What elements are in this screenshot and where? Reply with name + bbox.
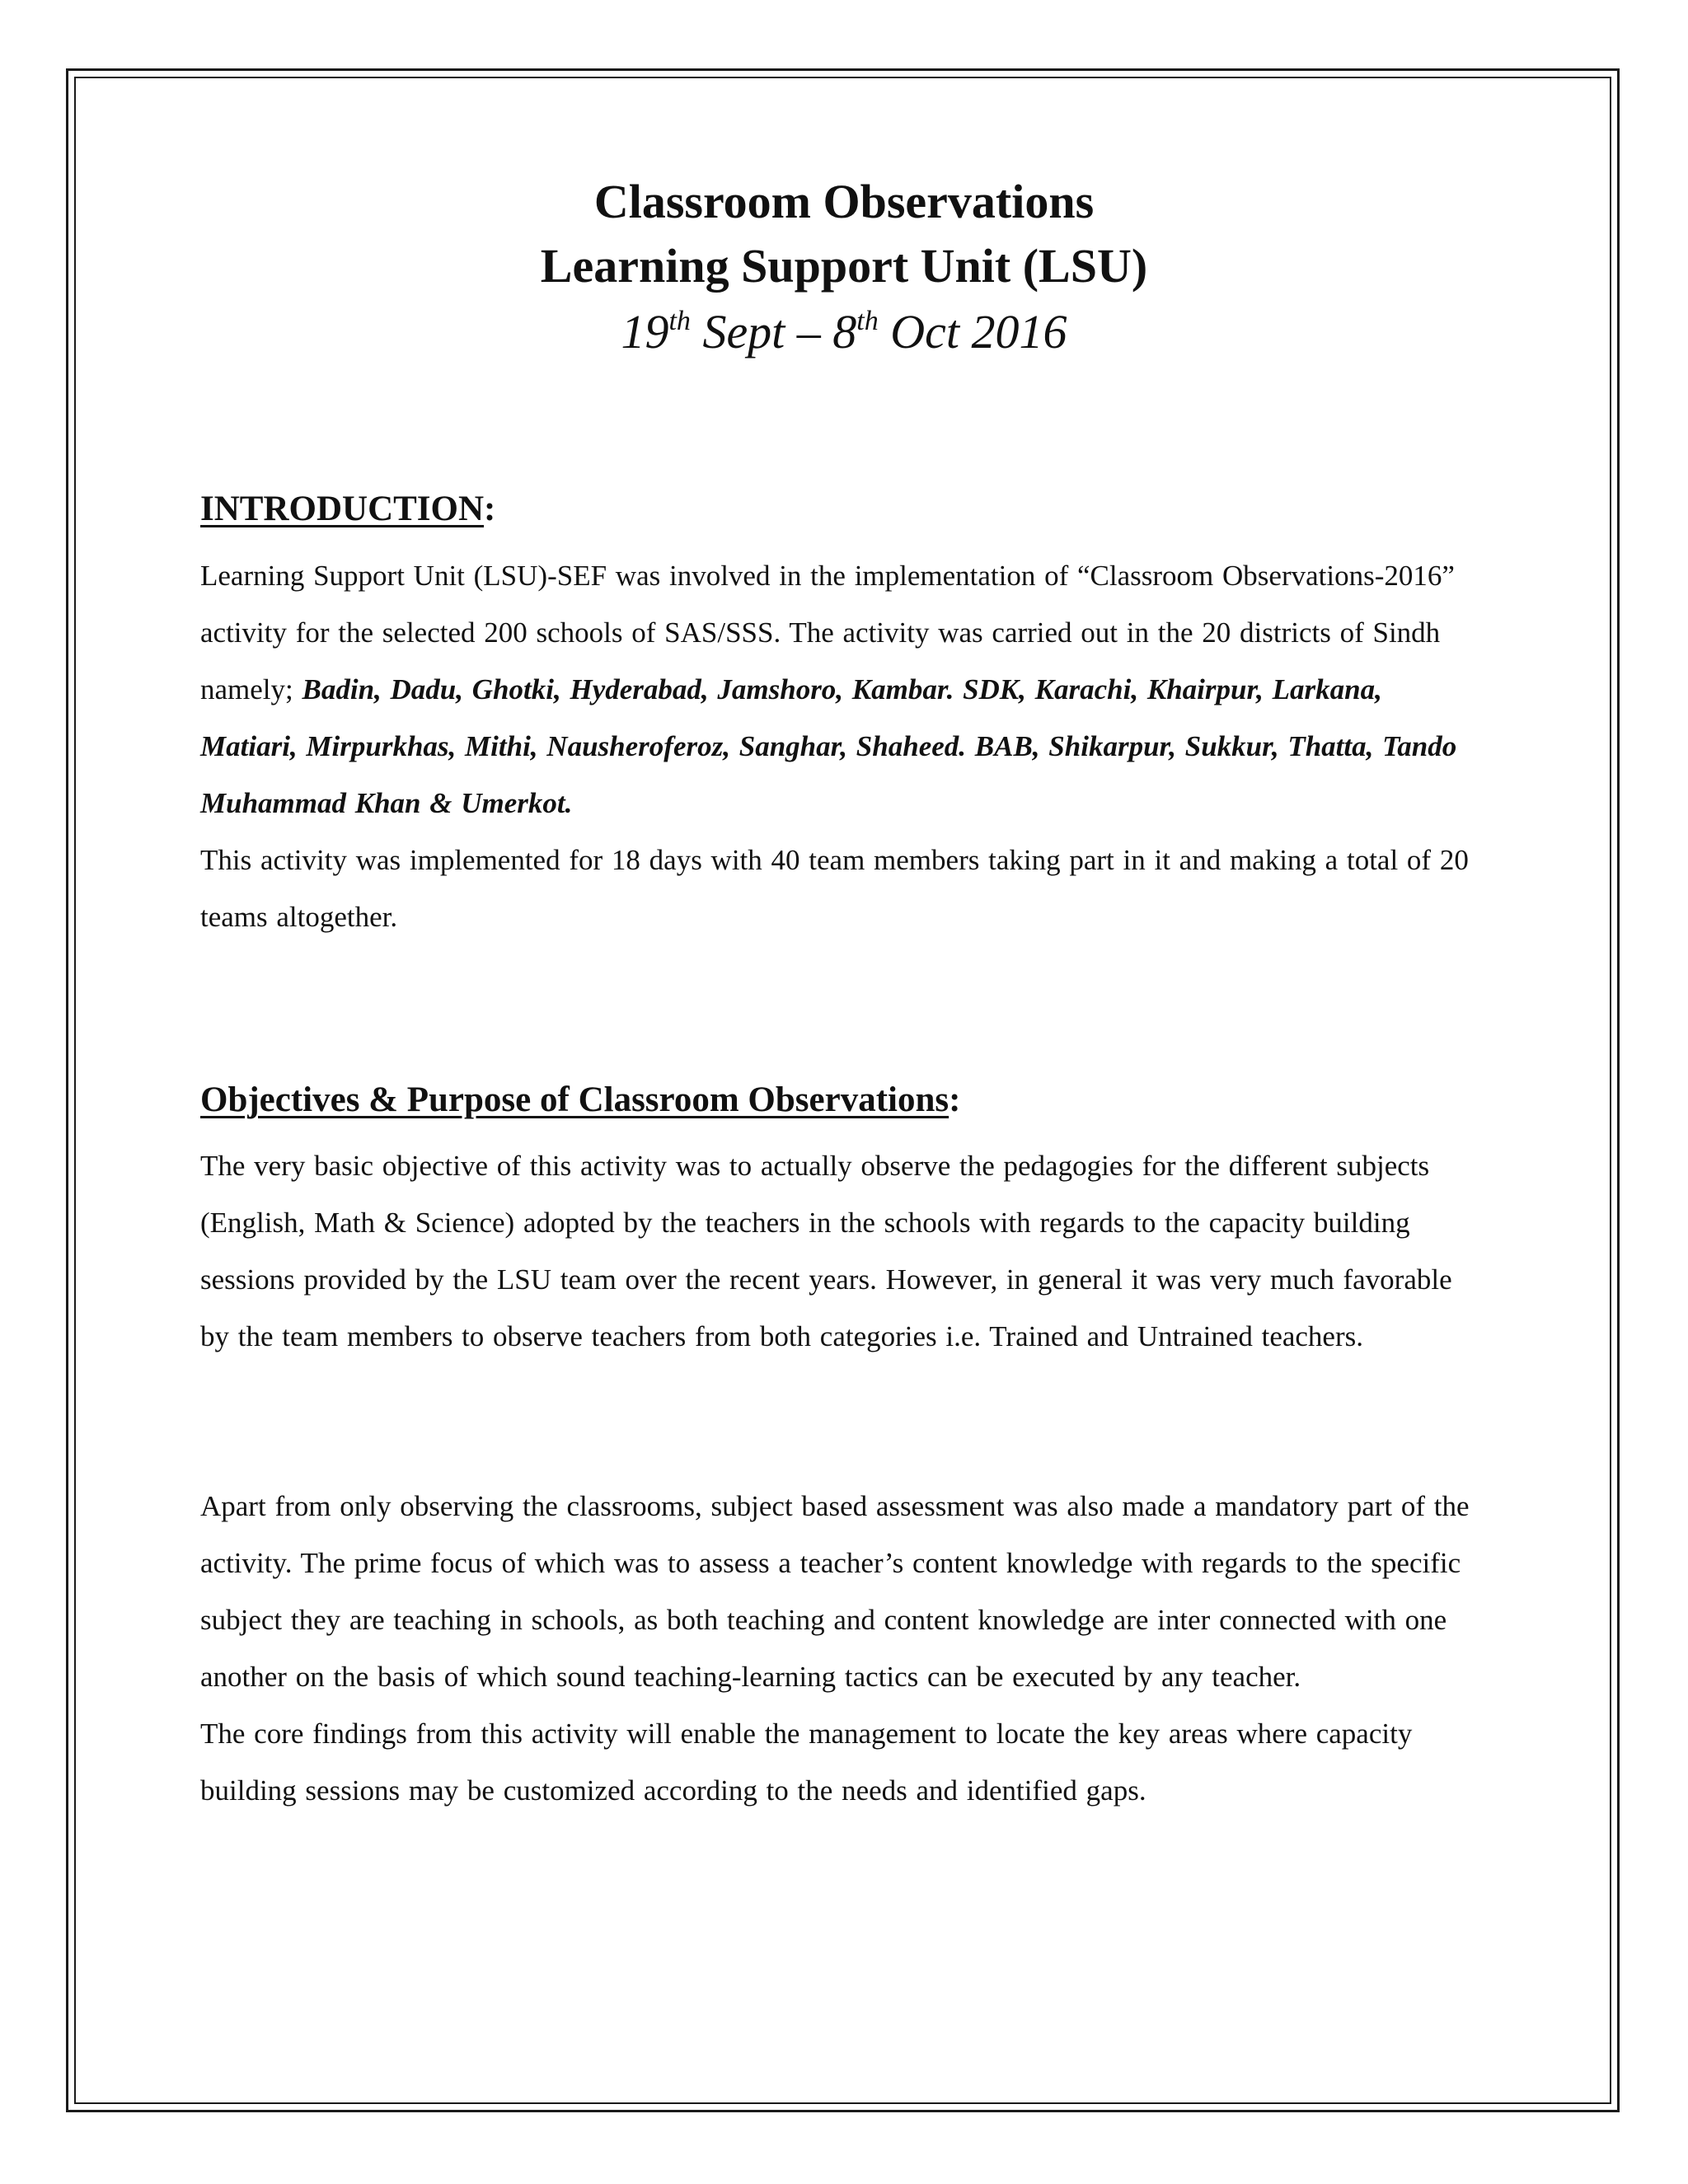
introduction-paragraph-1 xyxy=(200,547,1486,832)
introduction-lead-text: Learning Support Unit (LSU)-SEF was involved in the implementation of “Classroom Observations-2016” activity for the selected 200 schools of SAS/SSS. The activity was carried out in the 20 districts of Sindh namely; xyxy=(200,560,1455,705)
objectives-body-2 xyxy=(200,1478,1486,1819)
end-day: 8 xyxy=(832,305,857,359)
district-list: Badin, Dadu, Ghotki, Hyderabad, Jamshoro, Kambar. SDK, Karachi, Khairpur, Larkana, Matiari, Mirpurkhas, Mithi, Nausheroferoz, Sanghar, Shaheed. BAB, Shikarpur, Sukkur, Thatta, Tando Muhammad Khan & Umerkot xyxy=(200,673,1457,819)
start-day-suffix: th xyxy=(668,306,691,336)
objectives-paragraph-1: The very basic objective of this activity was to actually observe the pedagogies for the different subjects (English, Math & Science) adopted by the teachers in the schools with regards to the capacity building sessions provided by the LSU team over the recent years. However, in general it was very much favorable by the team members to observe teachers from both categories i.e. Trained and Untrained teachers. xyxy=(200,1150,1452,1352)
date-range xyxy=(0,303,1688,361)
start-month-text: Sept – xyxy=(690,305,833,359)
end-month-text: Oct 2016 xyxy=(878,305,1067,359)
objectives-paragraph-3: The core findings from this activity will enable the management to locate the key areas where capacity building sessions may be customized according to the needs and identified gaps. xyxy=(200,1718,1413,1807)
start-day: 19 xyxy=(621,305,669,359)
objectives-paragraph-2: Apart from only observing the classrooms, subject based assessment was also made a mandatory part of the activity. The prime focus of which was to assess a teacher’s content knowledge with regards to the specific subject they are teaching in schools, as both teaching and content knowledge are inter connected with one another on the basis of which sound teaching-learning tactics can be executed by any teacher. xyxy=(200,1490,1470,1693)
district-list-period: . xyxy=(565,787,573,819)
introduction-heading-colon: : xyxy=(484,490,496,528)
introduction-paragraph-2: This activity was implemented for 18 days with 40 team members taking part in it and making a total of 20 teams altogether. xyxy=(200,844,1469,933)
objectives-heading-text: Objectives & Purpose of Classroom Observations xyxy=(200,1080,950,1119)
document-title: Classroom Observations xyxy=(593,175,1095,228)
document-subtitle: Learning Support Unit (LSU) xyxy=(540,239,1148,293)
end-day-suffix: th xyxy=(856,306,879,336)
introduction-heading xyxy=(200,485,1486,534)
introduction-heading-text: INTRODUCTION xyxy=(200,490,485,528)
objectives-heading-colon: : xyxy=(949,1080,961,1119)
introduction-body xyxy=(200,547,1486,945)
objectives-heading xyxy=(200,1076,1486,1125)
objectives-body xyxy=(200,1137,1486,1365)
